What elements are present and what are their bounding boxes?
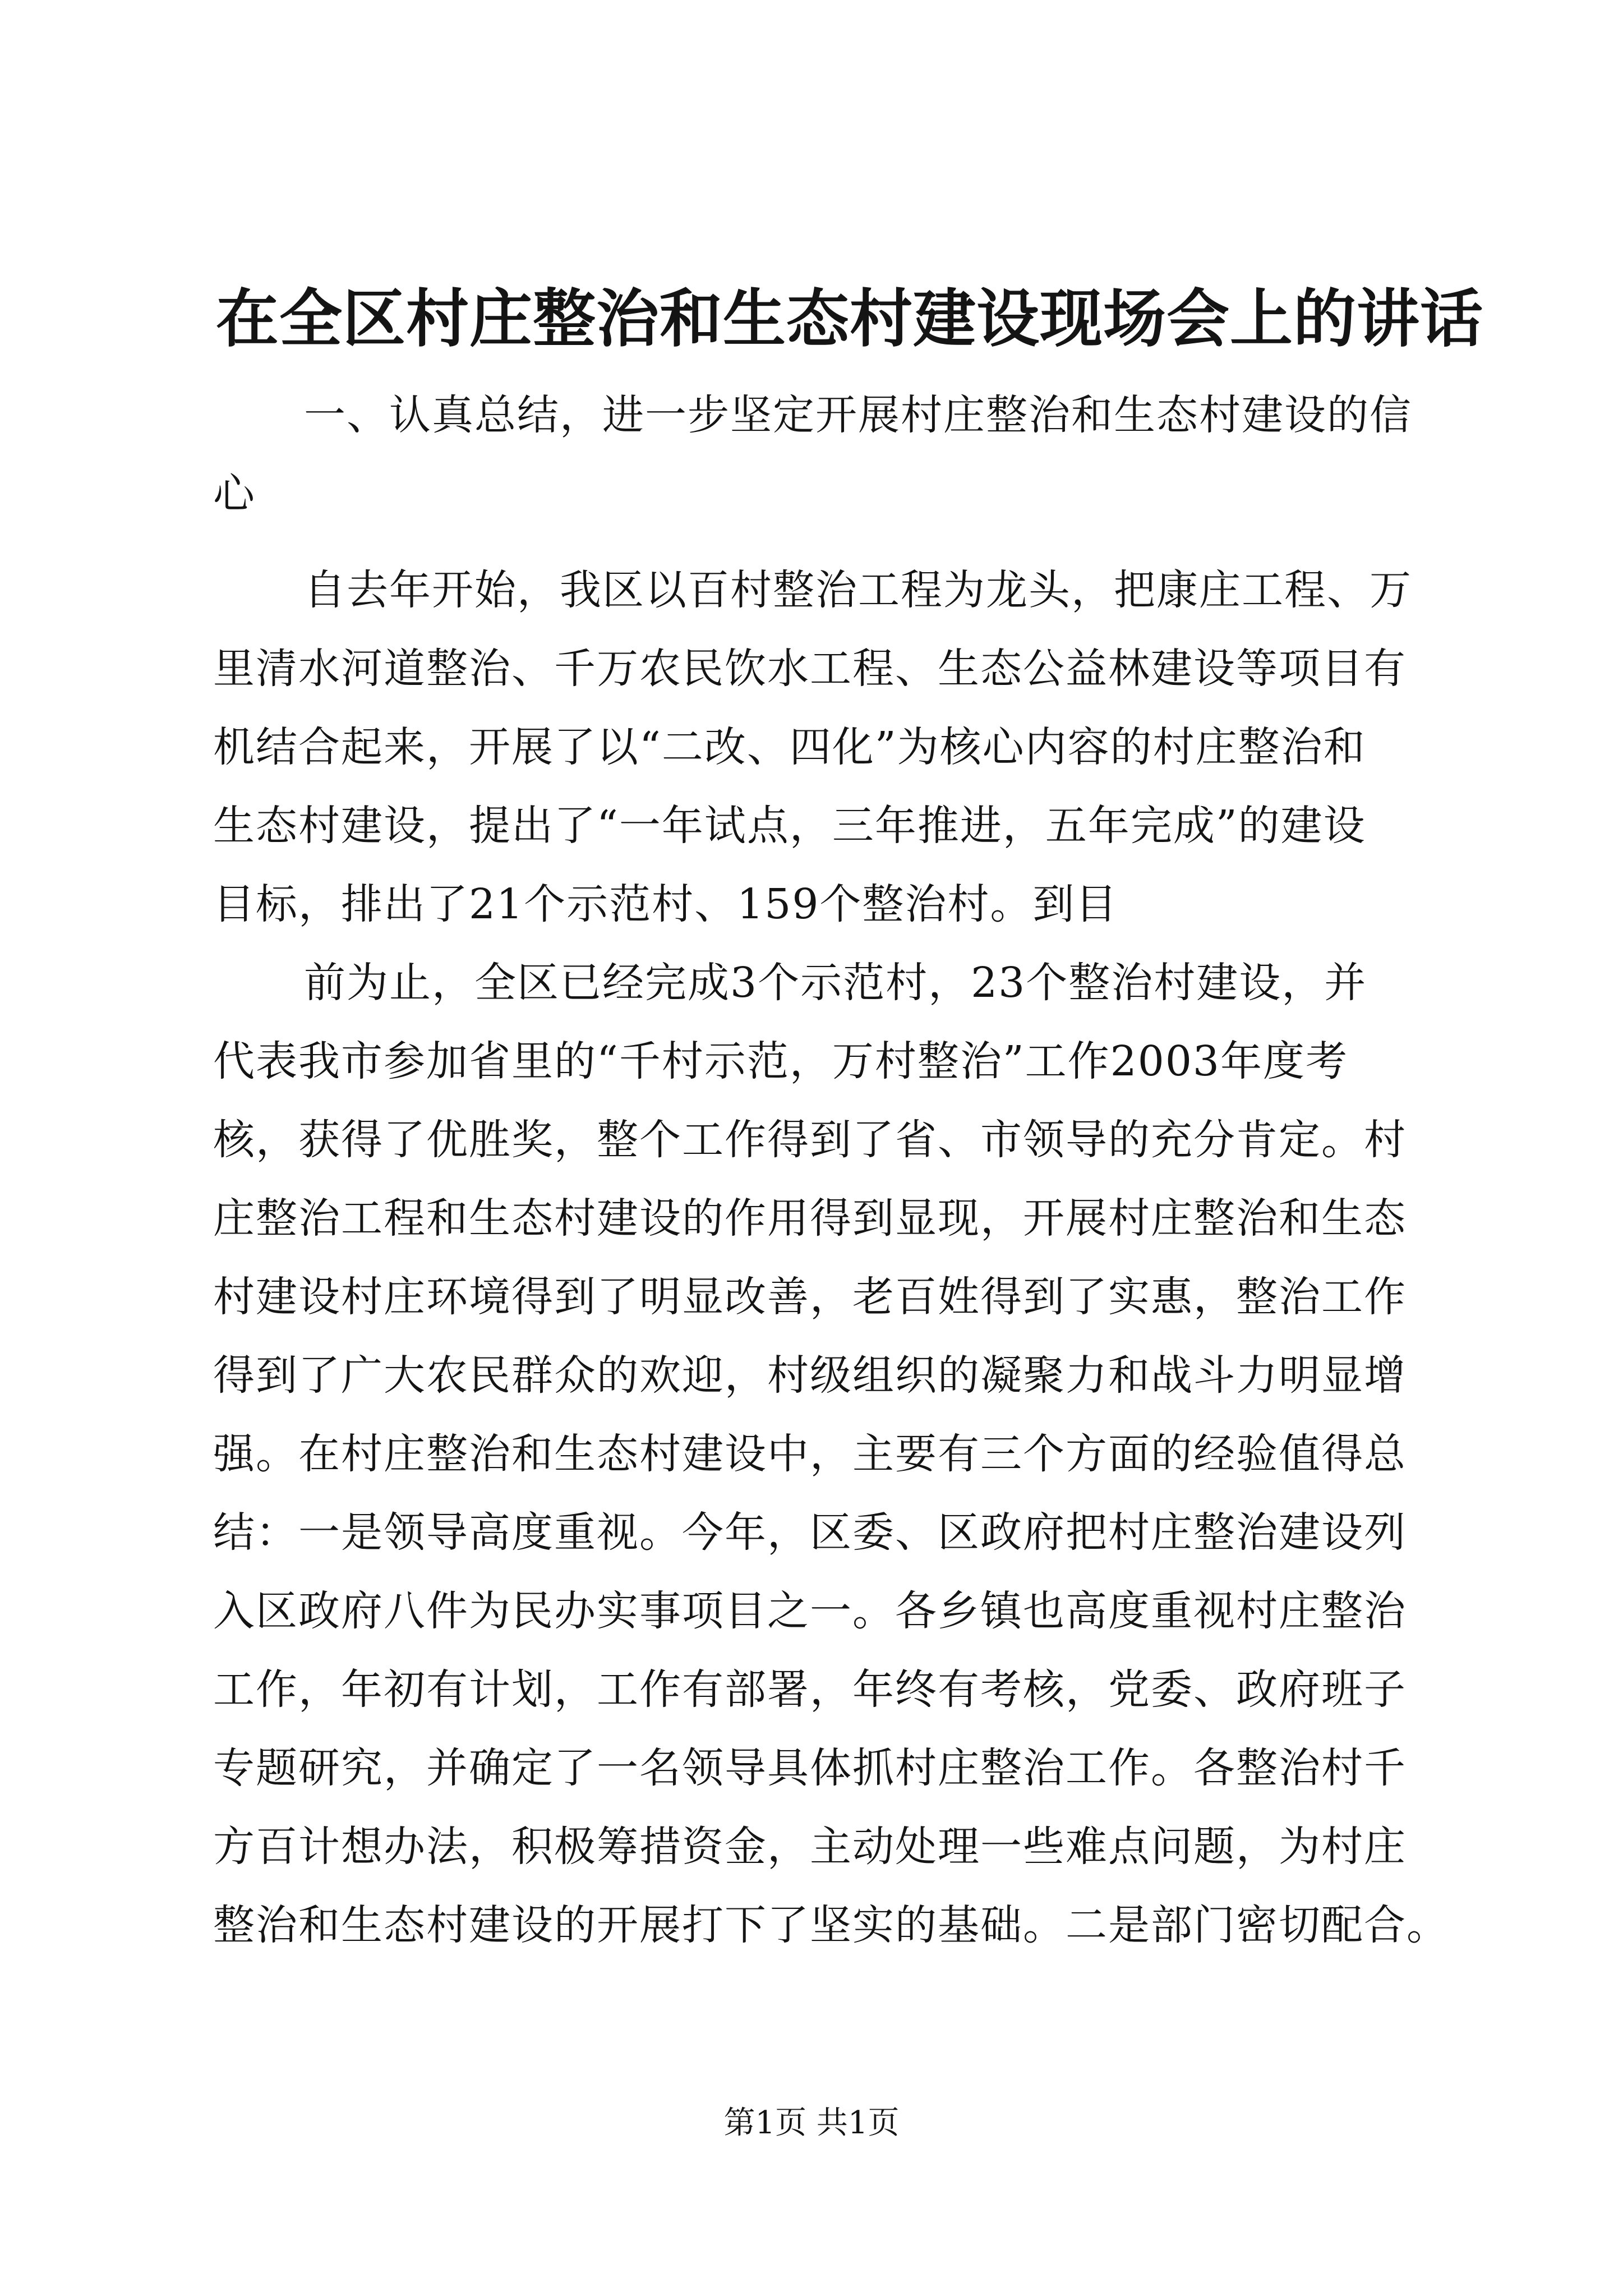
- document-body: [213, 376, 1449, 1964]
- paragraph-line: 入区政府八件为民办实事项目之一。各乡镇也高度重视村庄整治: [213, 1587, 1407, 1635]
- paragraph-line: 专题研究，并确定了一名领导具体抓村庄整治工作。各整治村千: [213, 1744, 1407, 1792]
- paragraph-line: 强。在村庄整治和生态村建设中，主要有三个方面的经验值得总: [213, 1430, 1407, 1478]
- paragraph-line: 结：一是领导高度重视。今年，区委、区政府把村庄整治建设列: [213, 1508, 1407, 1557]
- paragraph-line: 村建设村庄环境得到了明显改善，老百姓得到了实惠，整治工作: [213, 1273, 1407, 1321]
- paragraph-line: 代表我市参加省里的“千村示范，万村整治”工作2003年度考: [213, 1037, 1348, 1085]
- paragraph-line: 里清水河道整治、千万农民饮水工程、生态公益林建设等项目有: [213, 645, 1407, 693]
- paragraph-line: 得到了广大农民群众的欢迎，村级组织的凝聚力和战斗力明显增: [213, 1351, 1407, 1400]
- paragraph-line: 核，获得了优胜奖，整个工作得到了省、市领导的充分肯定。村: [213, 1116, 1407, 1164]
- paragraph-line: 庄整治工程和生态村建设的作用得到显现，开展村庄整治和生态: [213, 1194, 1407, 1243]
- paragraph-line: 工作，年初有计划，工作有部署，年终有考核，党委、政府班子: [213, 1665, 1407, 1714]
- paragraph-line: 目标，排出了21个示范村、159个整治村。到目: [213, 880, 1118, 928]
- paragraph-line: 机结合起来，开展了以“二改、四化”为核心内容的村庄整治和: [213, 723, 1366, 771]
- paragraph-line: 自去年开始，我区以百村整治工程为龙头，把康庄工程、万: [304, 566, 1412, 614]
- document-title: 在全区村庄整治和生态村建设现场会上的讲话: [216, 282, 1483, 356]
- page-number-footer: 第1页 共1页: [723, 2105, 900, 2141]
- section-heading-line: 一、认真总结，进一步坚定开展村庄整治和生态村建设的信: [304, 391, 1412, 439]
- paragraph-gap: [213, 533, 1430, 551]
- section-heading-line: 心: [213, 470, 256, 518]
- paragraph-line: 整治和生态村建设的开展打下了坚实的基础。二是部门密切配合。: [213, 1901, 1449, 1949]
- paragraph-line: 生态村建设，提出了“一年试点，三年推进，五年完成”的建设: [213, 802, 1366, 850]
- paragraph-line: 前为止，全区已经完成3个示范村，23个整治村建设，并: [304, 959, 1367, 1007]
- paragraph-line: 方百计想办法，积极筹措资金，主动处理一些难点问题，为村庄: [213, 1823, 1407, 1871]
